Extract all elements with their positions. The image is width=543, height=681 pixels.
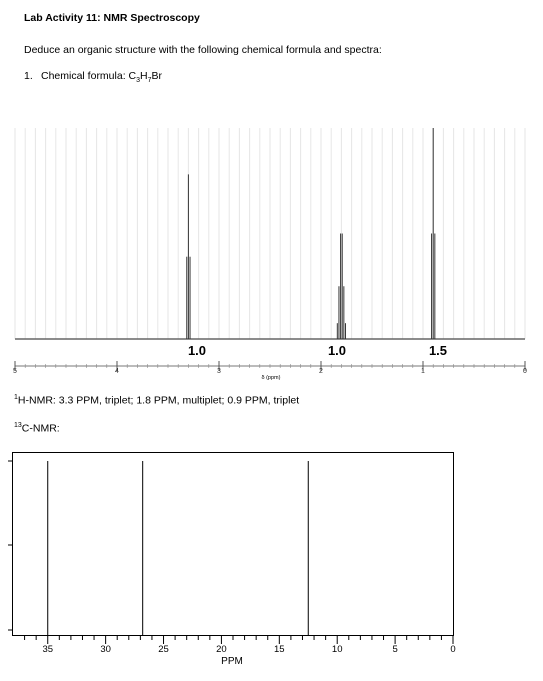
hnmr-caption: $^1$H-NMR: 3.3 PPM, triplet; 1.8 PPM, multiplet; 0.9 PPM, triplet xyxy=(14,394,300,407)
hnmr-grid xyxy=(15,128,525,339)
cnmr-label: $^{13}$C-NMR: xyxy=(14,422,60,435)
cnmr-frame xyxy=(13,453,454,636)
integration-label: 1.5 xyxy=(428,343,448,358)
page-title: Lab Activity 11: NMR Spectroscopy xyxy=(24,12,200,24)
hnmr-tick-label: 3 xyxy=(217,368,221,375)
hnmr-tick-label: 2 xyxy=(319,368,323,375)
cnmr-axis-label: PPM xyxy=(221,656,243,667)
cnmr-tick-label: 35 xyxy=(42,644,54,655)
chemical-formula: $C_3H_7Br$ xyxy=(128,70,163,85)
hnmr-tick-label: 1 xyxy=(421,368,425,375)
hnmr-tick-label: 4 xyxy=(115,368,119,375)
cnmr-tick-label: 0 xyxy=(450,644,456,655)
cnmr-tick-label: 30 xyxy=(100,644,111,655)
cnmr-tick-label: 10 xyxy=(331,644,343,655)
hnmr-tick-label: 5 xyxy=(13,368,17,375)
cnmr-tick-label: 25 xyxy=(158,644,169,655)
hnmr-axis-label: δ (ppm) xyxy=(261,375,281,381)
formula-label: Chemical formula: xyxy=(41,70,129,82)
cnmr-tick-label: 5 xyxy=(392,644,398,655)
integration-label: 1.0 xyxy=(187,343,207,358)
cnmr-peaks xyxy=(48,461,309,635)
cnmr-ticks xyxy=(25,635,456,655)
question-number: 1. xyxy=(24,70,33,82)
cnmr-tick-label: 20 xyxy=(216,644,227,655)
integration-label: 1.0 xyxy=(327,343,347,358)
instruction-text: Deduce an organic structure with the following chemical formula and spectra: xyxy=(24,44,382,56)
cnmr-tick-label: 15 xyxy=(274,644,285,655)
hnmr-tick-label: 0 xyxy=(523,368,527,375)
hnmr-ticks xyxy=(13,361,527,375)
